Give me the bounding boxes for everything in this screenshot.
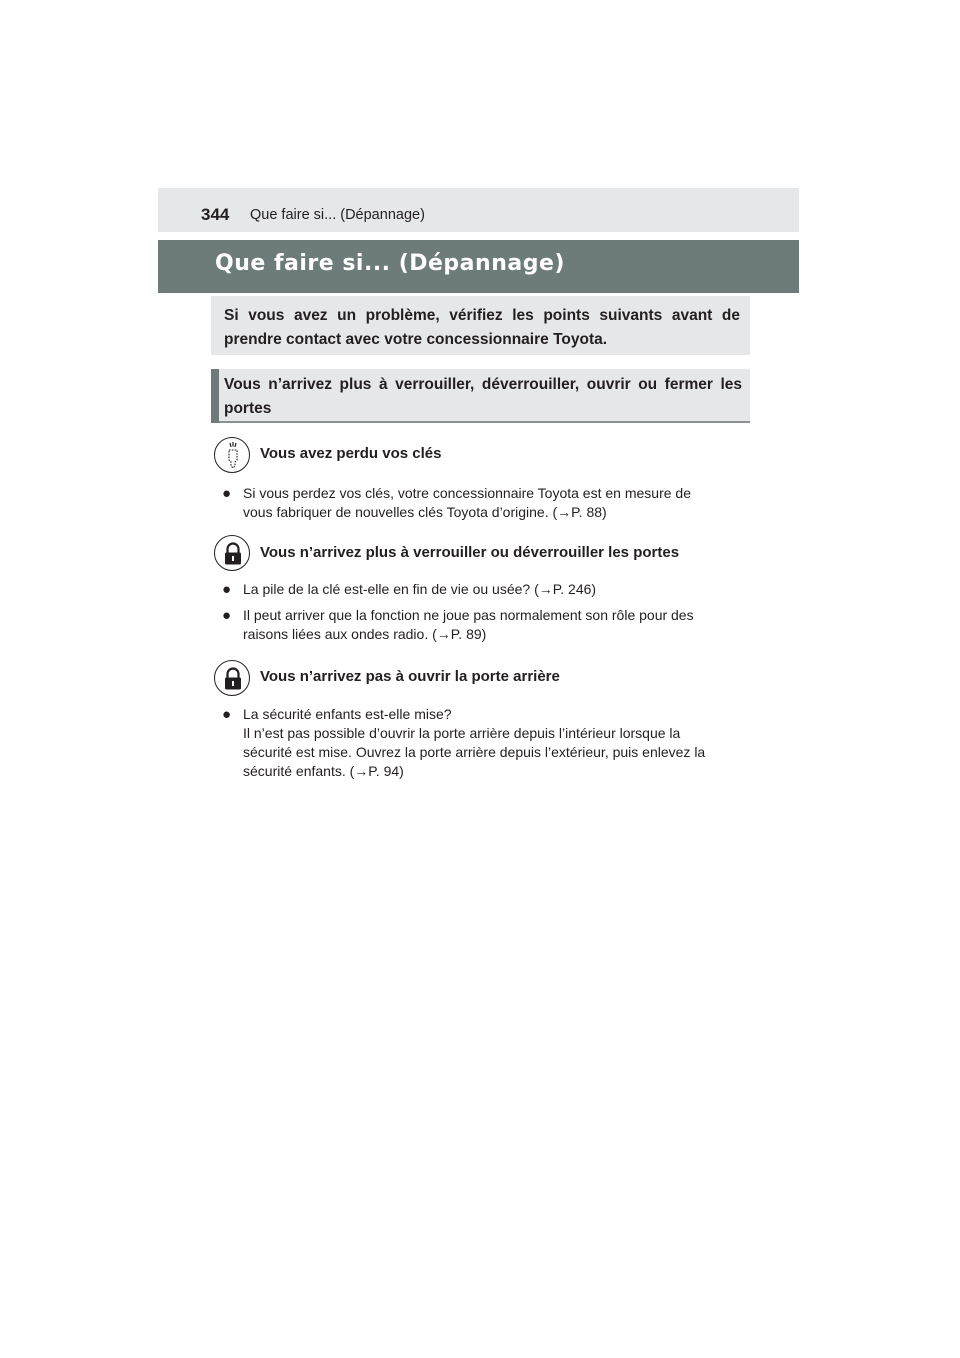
item-heading-rear-door: Vous n’arrivez pas à ouvrir la porte arrière [260, 668, 560, 685]
padlock-icon [214, 535, 250, 571]
list-item: Il peut arriver que la fonction ne joue pas normalement son rôle pour des raisons liées aux ondes radio. (→P. 89) [243, 607, 694, 642]
padlock-icon [214, 660, 250, 696]
bullet-dot: ● [222, 607, 232, 624]
running-head: Que faire si... (Dépannage) [250, 207, 425, 223]
page-number: 344 [201, 205, 230, 224]
section-title: Vous n’arrivez plus à verrouiller, déverrouiller, ouvrir ou fermer les portes [224, 376, 742, 417]
list-item: La pile de la clé est-elle en fin de vie ou usée? (→P. 246) [243, 581, 597, 597]
intro-text: Si vous avez un problème, vérifiez les points suivants avant de prendre contact avec votre concessionnaire Toyota. [224, 307, 740, 348]
bullet-dot: ● [222, 706, 232, 723]
item-heading-lock-unlock: Vous n’arrivez plus à verrouiller ou déverrouiller les portes [260, 544, 680, 561]
bullet-dot: ● [222, 581, 232, 598]
section-accent-bar [211, 369, 219, 423]
list-item: Si vous perdez vos clés, votre concessionnaire Toyota est en mesure de vous fabriquer de nouvelles clés Toyota d’origine. (→P. 88) [243, 485, 691, 520]
item-heading-lost-keys: Vous avez perdu vos clés [260, 445, 442, 462]
bullet-dot: ● [222, 485, 232, 502]
list-item: La sécurité enfants est-elle mise? Il n’est pas possible d’ouvrir la porte arrière depuis l’intérieur lorsque la sécurité est mise. Ouvrez la porte arrière depuis l’extérieur, puis enlevez la sécurité enfants. (→P. 94) [243, 706, 706, 779]
key-icon [214, 437, 250, 473]
page-title: Que faire si... (Dépannage) [215, 251, 565, 276]
